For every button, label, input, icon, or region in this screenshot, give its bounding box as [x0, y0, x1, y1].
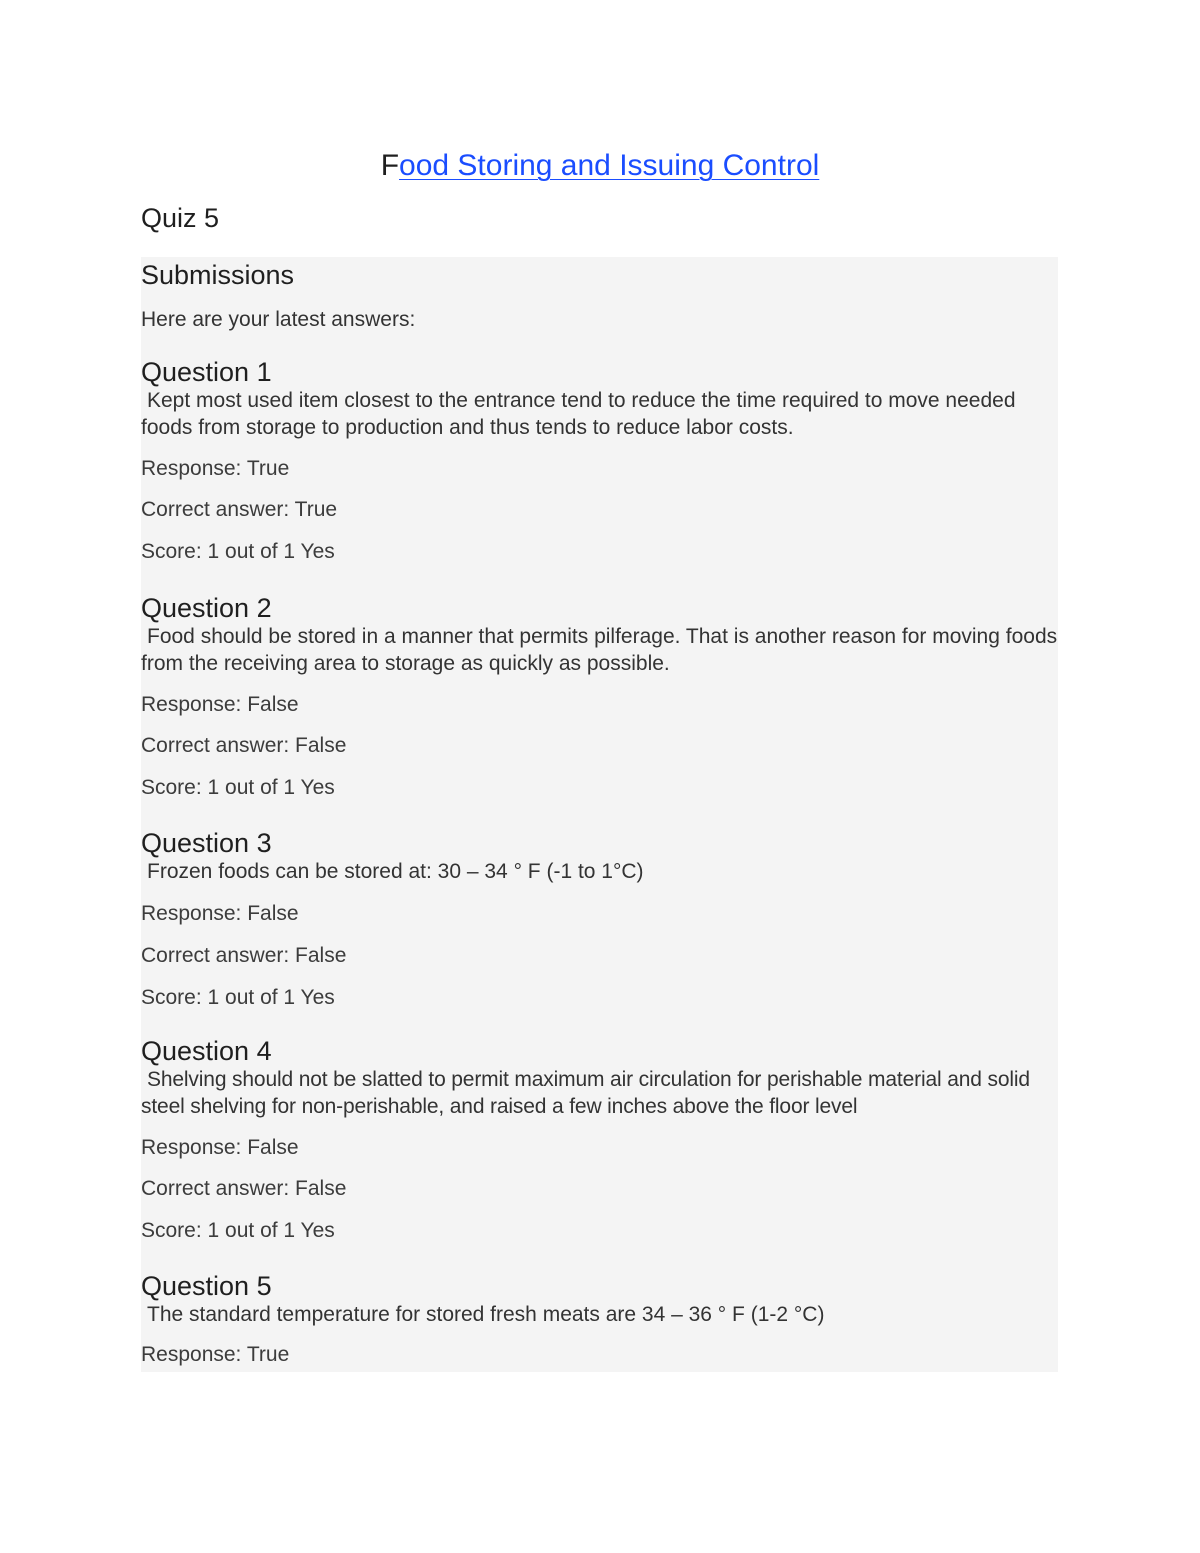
question-correct-answer: Correct answer: False — [141, 1177, 347, 1200]
question-correct-answer: Correct answer: False — [141, 944, 347, 967]
question-block-3 — [141, 828, 1058, 1011]
question-score: Score: 1 out of 1 Yes — [141, 540, 335, 563]
question-text: Shelving should not be slatted to permit maximum air circulation for perishable material and solid steel shelving for non-perishable, and raised a few inches above the floor level — [141, 1068, 1030, 1118]
document-title — [0, 148, 1200, 184]
question-text: Kept most used item closest to the entrance tend to reduce the time required to move needed foods from storage to production and thus tends to reduce labor costs. — [141, 389, 1016, 439]
submissions-heading: Submissions — [141, 260, 295, 290]
question-text: Food should be stored in a manner that permits pilferage. That is another reason for moving foods from the receiving area to storage as quickly as possible. — [141, 625, 1058, 675]
question-response: Response: False — [141, 1136, 299, 1159]
question-text: Frozen foods can be stored at: 30 – 34 ° F (-1 to 1°C) — [147, 860, 644, 883]
question-title: Question 5 — [141, 1271, 272, 1301]
document-title-first-letter: F — [380, 149, 400, 182]
question-score: Score: 1 out of 1 Yes — [141, 986, 335, 1009]
question-title: Question 4 — [141, 1036, 272, 1066]
question-score: Score: 1 out of 1 Yes — [141, 776, 335, 799]
quiz-label: Quiz 5 — [141, 203, 220, 233]
question-title: Question 2 — [141, 593, 272, 623]
question-title: Question 1 — [141, 357, 272, 387]
question-block-2 — [141, 593, 1058, 801]
document-title-link[interactable]: ood Storing and Issuing Control — [399, 149, 820, 182]
submissions-panel — [141, 257, 1058, 1372]
question-response: Response: False — [141, 693, 299, 716]
question-score: Score: 1 out of 1 Yes — [141, 1219, 335, 1242]
question-correct-answer: Correct answer: True — [141, 498, 338, 521]
question-text: The standard temperature for stored fresh meats are 34 – 36 ° F (1-2 °C) — [147, 1303, 825, 1326]
question-response: Response: True — [141, 1343, 290, 1366]
question-response: Response: True — [141, 457, 290, 480]
submissions-intro: Here are your latest answers: — [141, 308, 416, 331]
question-block-5 — [141, 1271, 1058, 1368]
question-response: Response: False — [141, 902, 299, 925]
question-block-4 — [141, 1036, 1058, 1244]
question-title: Question 3 — [141, 828, 272, 858]
question-block-1 — [141, 357, 1058, 565]
question-correct-answer: Correct answer: False — [141, 734, 347, 757]
